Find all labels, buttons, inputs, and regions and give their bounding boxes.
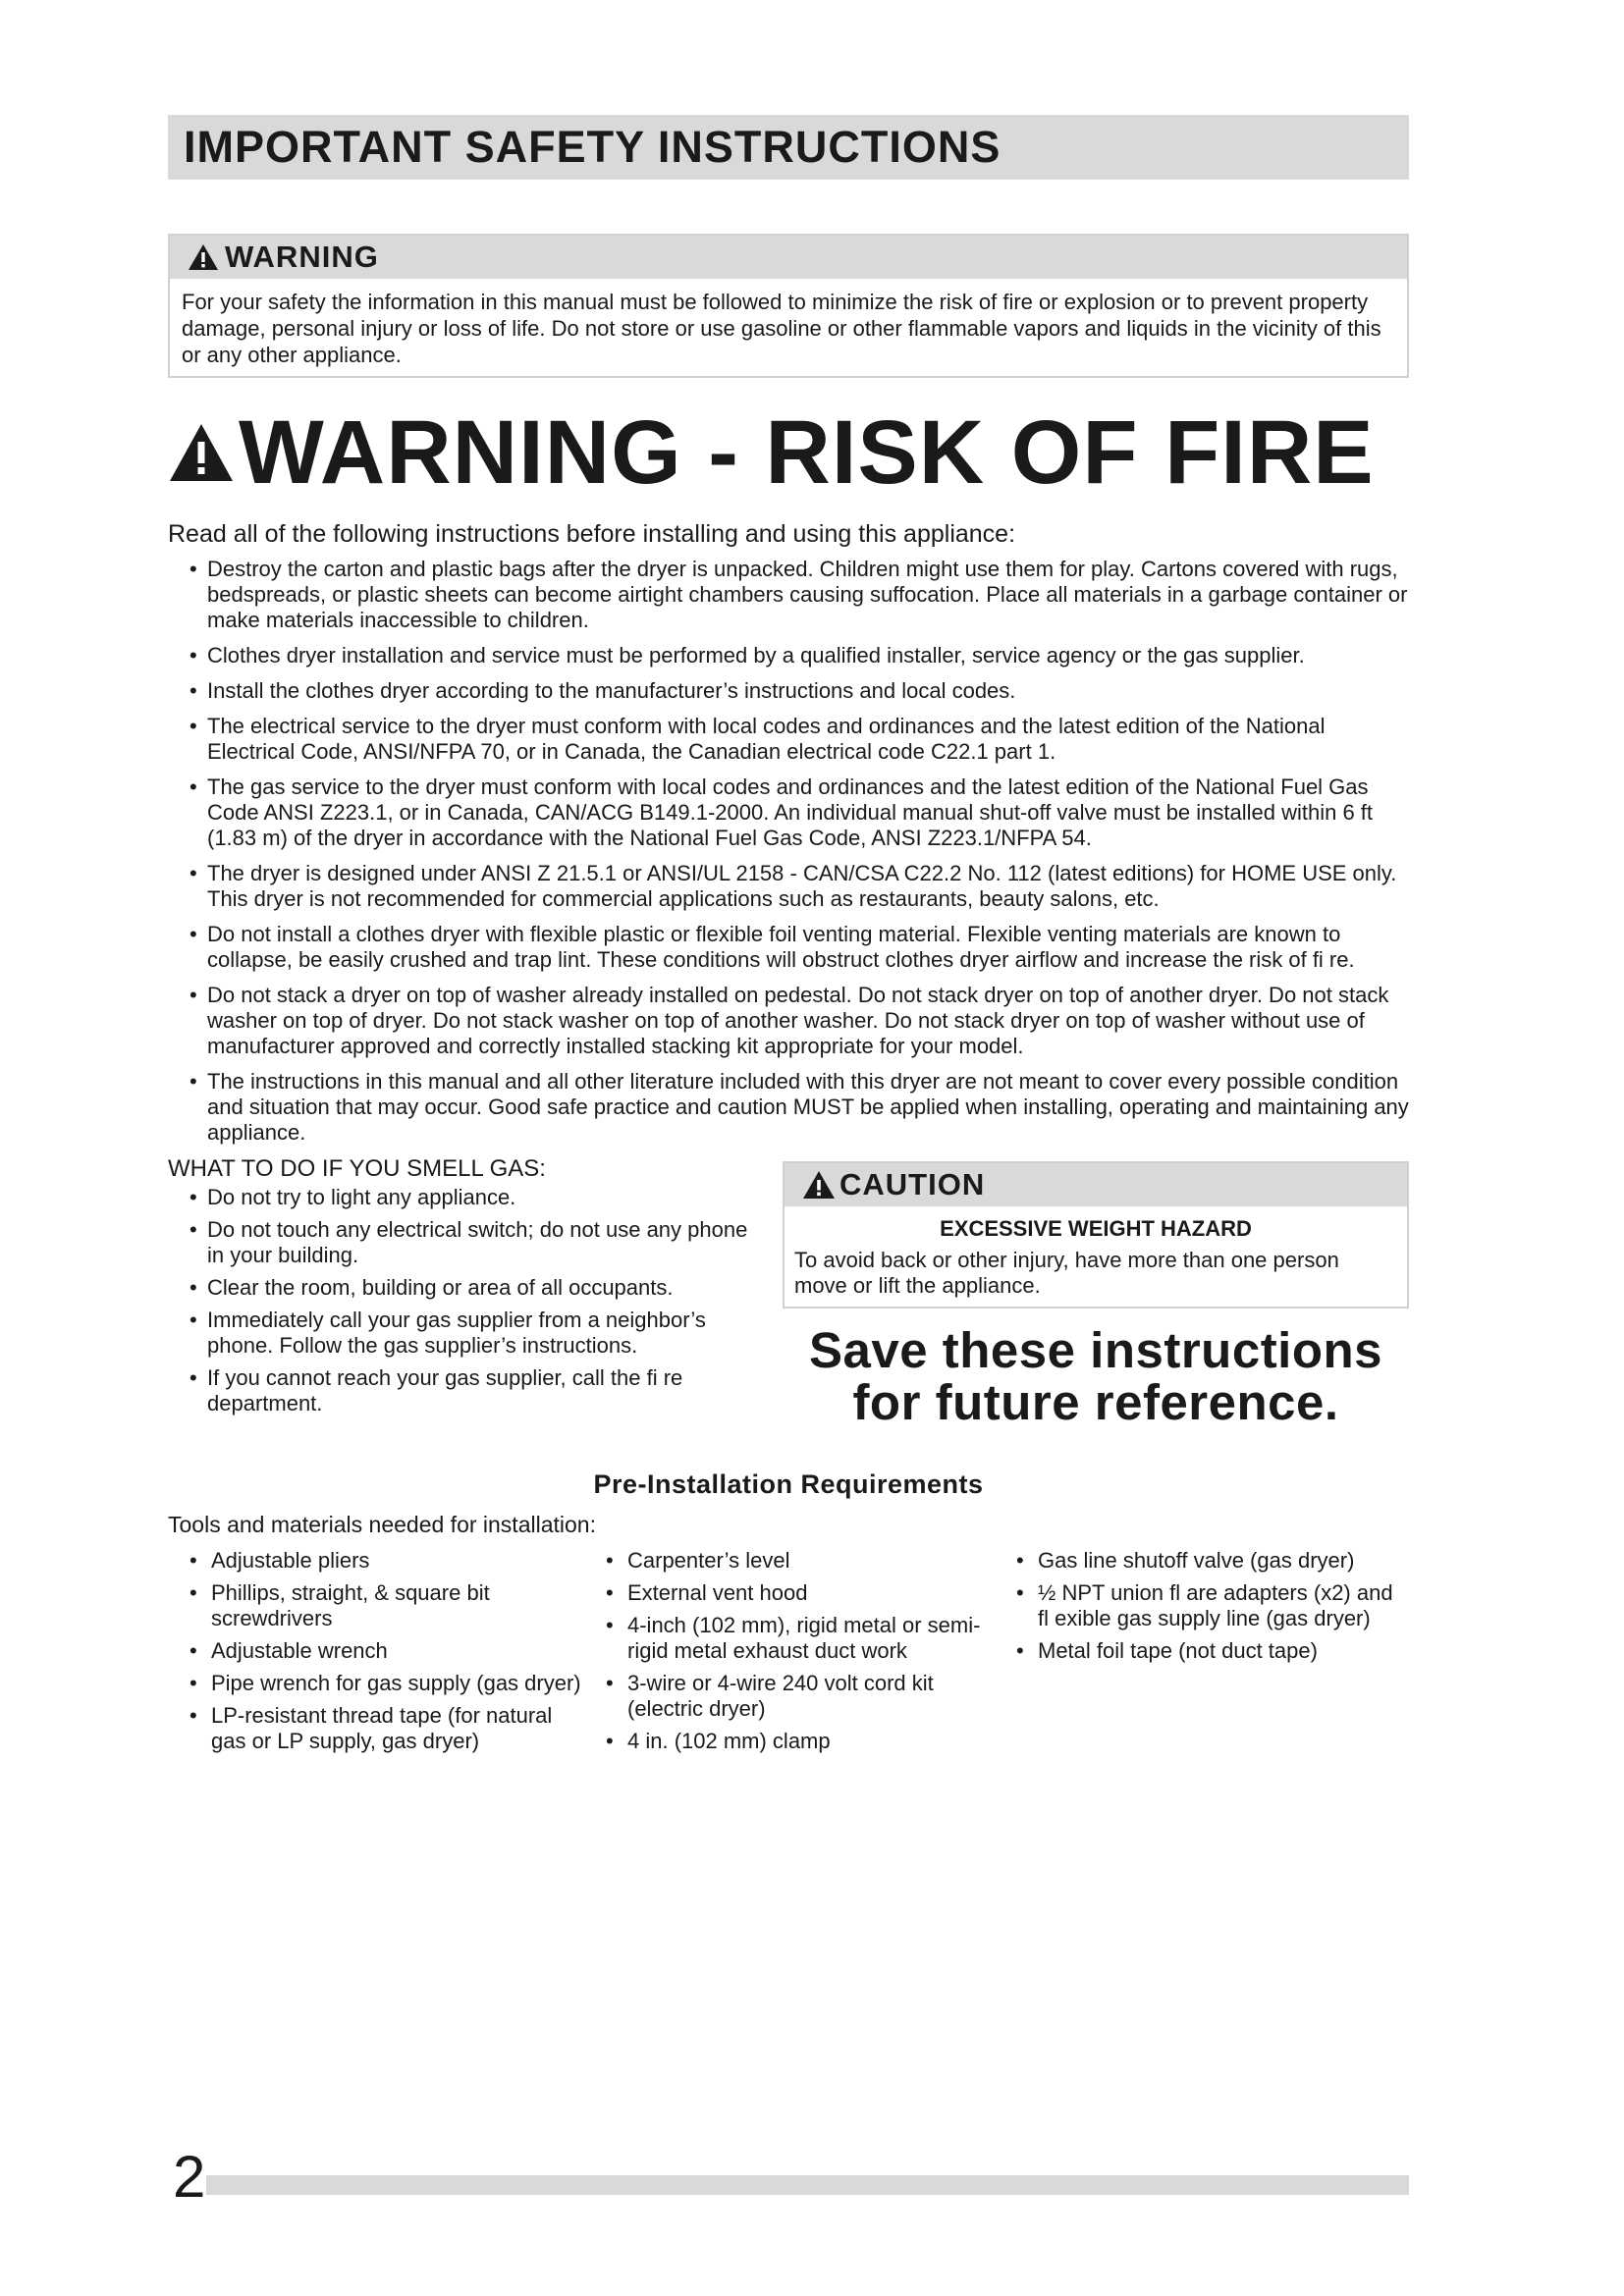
list-item: • Pipe wrench for gas supply (gas dryer)	[168, 1671, 584, 1696]
caution-column	[783, 1155, 1409, 1428]
list-item: • Clear the room, building or area of all occupants.	[168, 1275, 767, 1301]
list-item: • LP-resistant thread tape (for natural gas or LP supply, gas dryer)	[168, 1703, 584, 1754]
warning-box	[168, 234, 1409, 378]
fire-warning-heading	[168, 403, 1409, 502]
list-item: • The gas service to the dryer must conform with local codes and ordinances and the latest edition of the National Fuel Gas Code ANSI Z223.1, or in Canada, CAN/ACG B149.1-2000. An individual manual shut-off valve must be installed within 6 ft (1.83 m) of the dryer in accordance with the National Fuel Gas Code, ANSI Z223.1/NFPA 54.	[168, 774, 1409, 851]
list-item: • External vent hood	[584, 1580, 995, 1606]
smell-gas-list	[168, 1185, 767, 1416]
fire-warning-list	[168, 557, 1409, 1146]
caution-subtitle: EXCESSIVE WEIGHT HAZARD	[940, 1216, 1252, 1241]
smell-gas-section	[168, 1155, 767, 1428]
caution-box	[783, 1161, 1409, 1308]
pre-installation-title: Pre-Installation Requirements	[593, 1469, 984, 1499]
warning-triangle-icon	[802, 1170, 836, 1200]
section-title: IMPORTANT SAFETY INSTRUCTIONS	[184, 122, 1001, 172]
tools-column-2	[584, 1548, 995, 1761]
section-title-bar	[168, 115, 1409, 180]
fire-warning-intro: Read all of the following instructions before installing and using this appliance:	[168, 520, 1016, 548]
warning-triangle-icon	[168, 422, 235, 483]
list-item: • 4-inch (102 mm), rigid metal or semi-rigid metal exhaust duct work	[584, 1613, 995, 1664]
fire-warning-title: WARNING - RISK OF FIRE	[239, 402, 1375, 503]
warning-triangle-icon	[188, 243, 219, 271]
list-item: • Clothes dryer installation and service must be performed by a qualified installer, service agency or the gas supplier.	[168, 643, 1409, 668]
list-item: • Destroy the carton and plastic bags after the dryer is unpacked. Children might use them for play. Cartons covered with rugs, bedspreads, or plastic sheets can become airtight chambers causing suffocation. Place all materials in a garbage container or make materials inaccessible to children.	[168, 557, 1409, 633]
caution-text: To avoid back or other injury, have more than one person move or lift the appliance.	[794, 1248, 1339, 1298]
tools-column-1	[168, 1548, 584, 1761]
list-item: • 3-wire or 4-wire 240 volt cord kit (electric dryer)	[584, 1671, 995, 1722]
tools-list	[168, 1548, 1409, 1761]
warning-text: For your safety the information in this manual must be followed to minimize the risk of fire or explosion or to prevent property damage, personal injury or loss of life. Do not store or use gasoline or other flammable vapors and liquids in the vicinity of this or any other appliance.	[182, 290, 1381, 367]
page-number: 2	[173, 2144, 206, 2210]
caution-header	[785, 1163, 1407, 1206]
list-item: • Immediately call your gas supplier from a neighbor’s phone. Follow the gas supplier’s instructions.	[168, 1308, 767, 1359]
save-note-line-1: Save these instructions	[808, 1322, 1383, 1378]
list-item: • The dryer is designed under ANSI Z 21.5.1 or ANSI/UL 2158 - CAN/CSA C22.2 No. 112 (latest editions) for HOME USE only. This dryer is not recommended for commercial applications such as restaurants, beauty salons, etc.	[168, 861, 1409, 912]
list-item: • Metal foil tape (not duct tape)	[995, 1638, 1409, 1664]
list-item: • ½ NPT union fl are adapters (x2) and fl exible gas supply line (gas dryer)	[995, 1580, 1409, 1631]
warning-header	[170, 236, 1407, 279]
save-note-line-2: for future reference.	[852, 1374, 1339, 1430]
warning-label: WARNING	[225, 240, 379, 274]
list-item: • If you cannot reach your gas supplier, call the fi re department.	[168, 1365, 767, 1416]
list-item: • Adjustable pliers	[168, 1548, 584, 1574]
list-item: • Do not stack a dryer on top of washer already installed on pedestal. Do not stack dryer on top of another dryer. Do not stack washer on top of dryer. Do not stack washer on top of another washer. Do not stack dryer on top of washer without use of manufacturer approved and correctly installed stacking kit appropriate for your model.	[168, 983, 1409, 1059]
caution-label: CAUTION	[839, 1167, 986, 1201]
list-item: • Carpenter’s level	[584, 1548, 995, 1574]
tools-intro: Tools and materials needed for installation:	[168, 1512, 596, 1537]
list-item: • Gas line shutoff valve (gas dryer)	[995, 1548, 1409, 1574]
list-item: • 4 in. (102 mm) clamp	[584, 1729, 995, 1754]
list-item: • The instructions in this manual and all other literature included with this dryer are not meant to cover every possible condition and situation that may occur. Good safe practice and caution MUST be applied when installing, operating and maintaining any appliance.	[168, 1069, 1409, 1146]
list-item: • Do not install a clothes dryer with flexible plastic or flexible foil venting material. Flexible venting materials are known to collapse, be easily crushed and trap lint. These conditions will obstruct clothes dryer airflow and increase the risk of fi re.	[168, 922, 1409, 973]
footer-bar	[206, 2175, 1409, 2195]
list-item: • Adjustable wrench	[168, 1638, 584, 1664]
list-item: • The electrical service to the dryer must conform with local codes and ordinances and the latest edition of the National Electrical Code, ANSI/NFPA 70, or in Canada, the Canadian electrical code C22.1 part 1.	[168, 714, 1409, 765]
list-item: • Phillips, straight, & square bit screwdrivers	[168, 1580, 584, 1631]
manual-page	[168, 115, 1409, 1761]
list-item: • Install the clothes dryer according to the manufacturer’s instructions and local codes.	[168, 678, 1409, 704]
smell-gas-title: WHAT TO DO IF YOU SMELL GAS:	[168, 1155, 546, 1182]
list-item: • Do not try to light any appliance.	[168, 1185, 767, 1210]
tools-column-3	[995, 1548, 1409, 1761]
list-item: • Do not touch any electrical switch; do not use any phone in your building.	[168, 1217, 767, 1268]
save-instructions-note	[783, 1324, 1409, 1428]
gas-and-caution-section	[168, 1155, 1409, 1428]
